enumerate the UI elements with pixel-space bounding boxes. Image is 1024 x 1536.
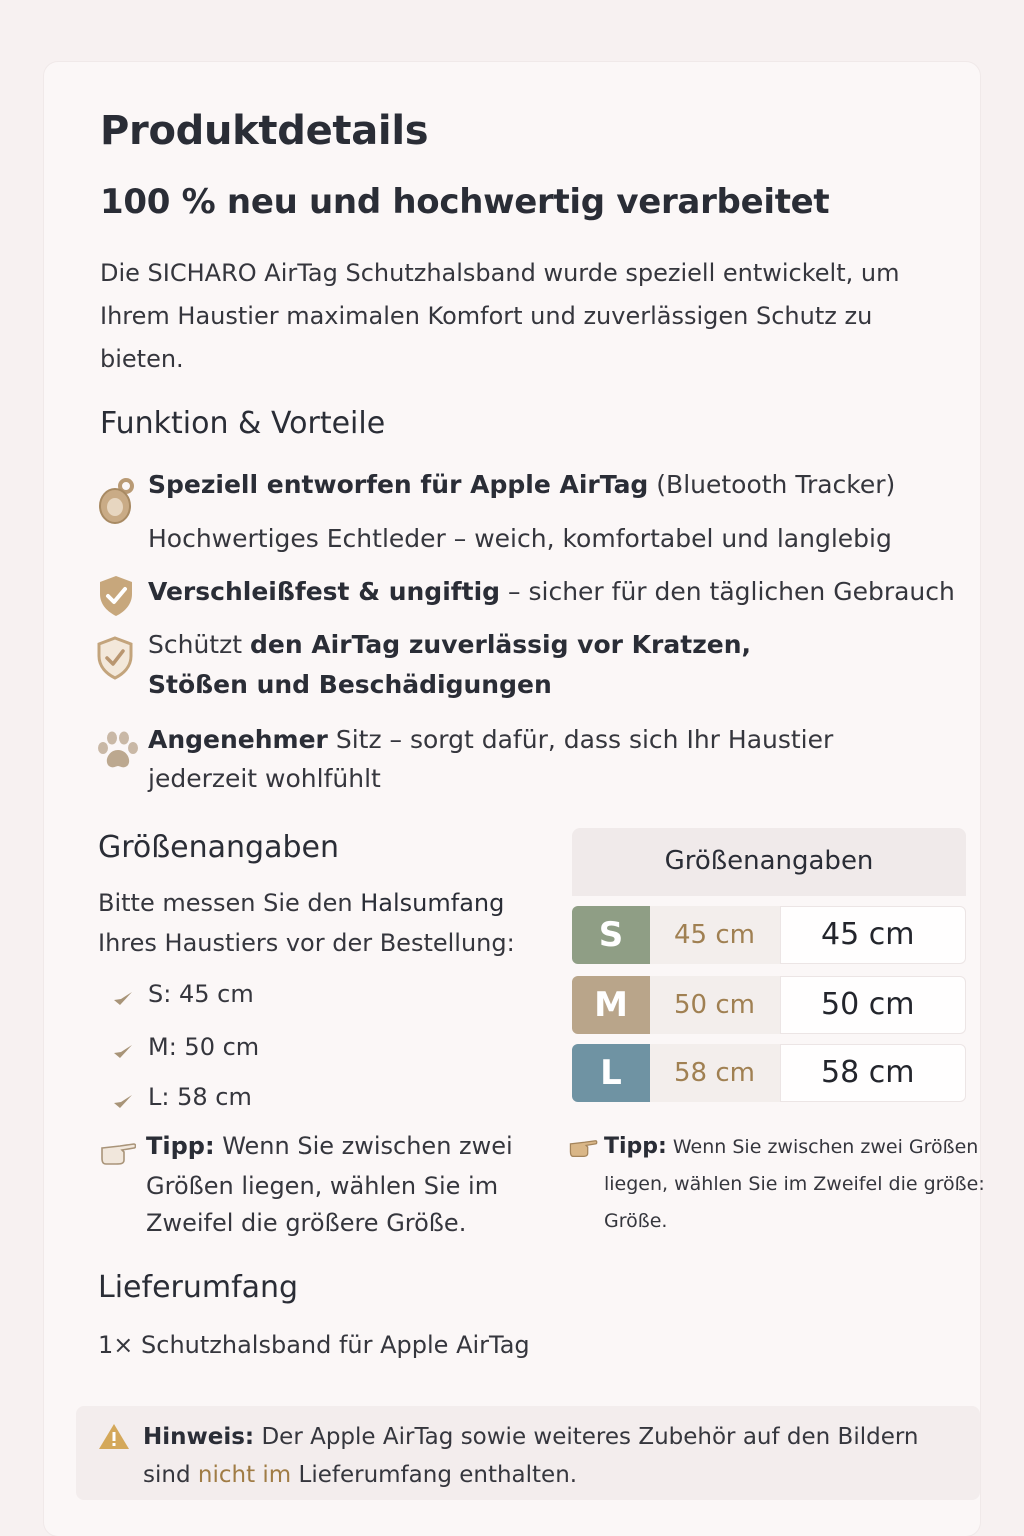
size-value-b: 50 cm: [780, 976, 966, 1034]
check-icon: [112, 1093, 134, 1109]
feature-fit-line1: Angenehmer Sitz – sorgt dafür, dass sich Ihr Haustier: [148, 725, 834, 754]
table-tip-line3: Größe.: [604, 1210, 668, 1232]
feature-fit-line2: jederzeit wohlfühlt: [148, 764, 381, 793]
size-label: M: [572, 976, 650, 1034]
feature-protect-line1: Schützt den AirTag zuverlässig vor Kratzen,: [148, 630, 752, 659]
check-icon: [112, 990, 134, 1006]
size-table-title: Größenangaben: [664, 846, 874, 876]
sizes-description-line2: Ihres Haustiers vor der Bestellung:: [98, 929, 515, 957]
paw-icon: [96, 730, 140, 772]
airtag-icon: [96, 476, 140, 526]
shield-check-icon: [96, 574, 136, 618]
size-label: S: [572, 906, 650, 964]
size-value-a: 45 cm: [650, 906, 780, 964]
size-value-b: 58 cm: [780, 1044, 966, 1102]
size-table-row-l: [572, 1044, 966, 1102]
size-value-a: 58 cm: [650, 1044, 780, 1102]
feature-durable: Verschleißfest & ungiftig – sicher für den täglichen Gebrauch: [148, 577, 955, 606]
sizes-description-line1: Bitte messen Sie den Halsumfang: [98, 889, 505, 917]
size-value-b: 45 cm: [780, 906, 966, 964]
note-text: Hinweis: Der Apple AirTag sowie weiteres Zubehör auf den Bildern sind nicht im Lieferumfang enthalten.: [143, 1424, 919, 1488]
features-heading: Funktion & Vorteile: [100, 406, 386, 441]
size-table-row-m: [572, 976, 966, 1034]
delivery-item: 1× Schutzhalsband für Apple AirTag: [98, 1331, 530, 1359]
subtitle: 100 % neu und hochwertig verarbeitet: [100, 182, 830, 222]
size-list-item: L: 58 cm: [148, 1083, 252, 1111]
feature-protect-line2: Stößen und Beschädigungen: [148, 670, 552, 699]
size-list-item: S: 45 cm: [148, 980, 254, 1008]
delivery-heading: Lieferumfang: [98, 1270, 299, 1305]
feature-airtag: Speziell entworfen für Apple AirTag (Bluetooth Tracker): [148, 470, 896, 499]
sizes-tip-line3: Zweifel die größere Größe.: [146, 1209, 467, 1237]
feature-leather: Hochwertiges Echtleder – weich, komfortabel und langlebig: [148, 524, 892, 553]
sizes-tip-line2: Größen liegen, wählen Sie im: [146, 1172, 499, 1200]
table-tip-line1: Tipp: Wenn Sie zwischen zwei Größen: [604, 1134, 979, 1159]
size-table-row-s: [572, 906, 966, 964]
check-icon: [112, 1043, 134, 1059]
pointing-hand-icon: [568, 1136, 598, 1158]
sizes-tip-line1: Tipp: Wenn Sie zwischen zwei: [146, 1132, 513, 1160]
size-list-item: M: 50 cm: [148, 1033, 260, 1061]
shield-check-icon: [95, 635, 135, 681]
warning-icon: [98, 1422, 130, 1450]
size-table-header: [572, 828, 966, 896]
sizes-heading: Größenangaben: [98, 830, 339, 865]
size-value-a: 50 cm: [650, 976, 780, 1034]
intro-text: Die SICHARO AirTag Schutzhalsband wurde speziell entwickelt, um Ihrem Haustier maximalen Komfort und zuverlässigen Schutz zu bieten.: [100, 259, 900, 373]
size-label: L: [572, 1044, 650, 1102]
page-title: Produktdetails: [100, 108, 429, 154]
table-tip-line2: liegen, wählen Sie im Zweifel die größe:: [604, 1173, 985, 1195]
pointing-hand-icon: [100, 1138, 136, 1166]
